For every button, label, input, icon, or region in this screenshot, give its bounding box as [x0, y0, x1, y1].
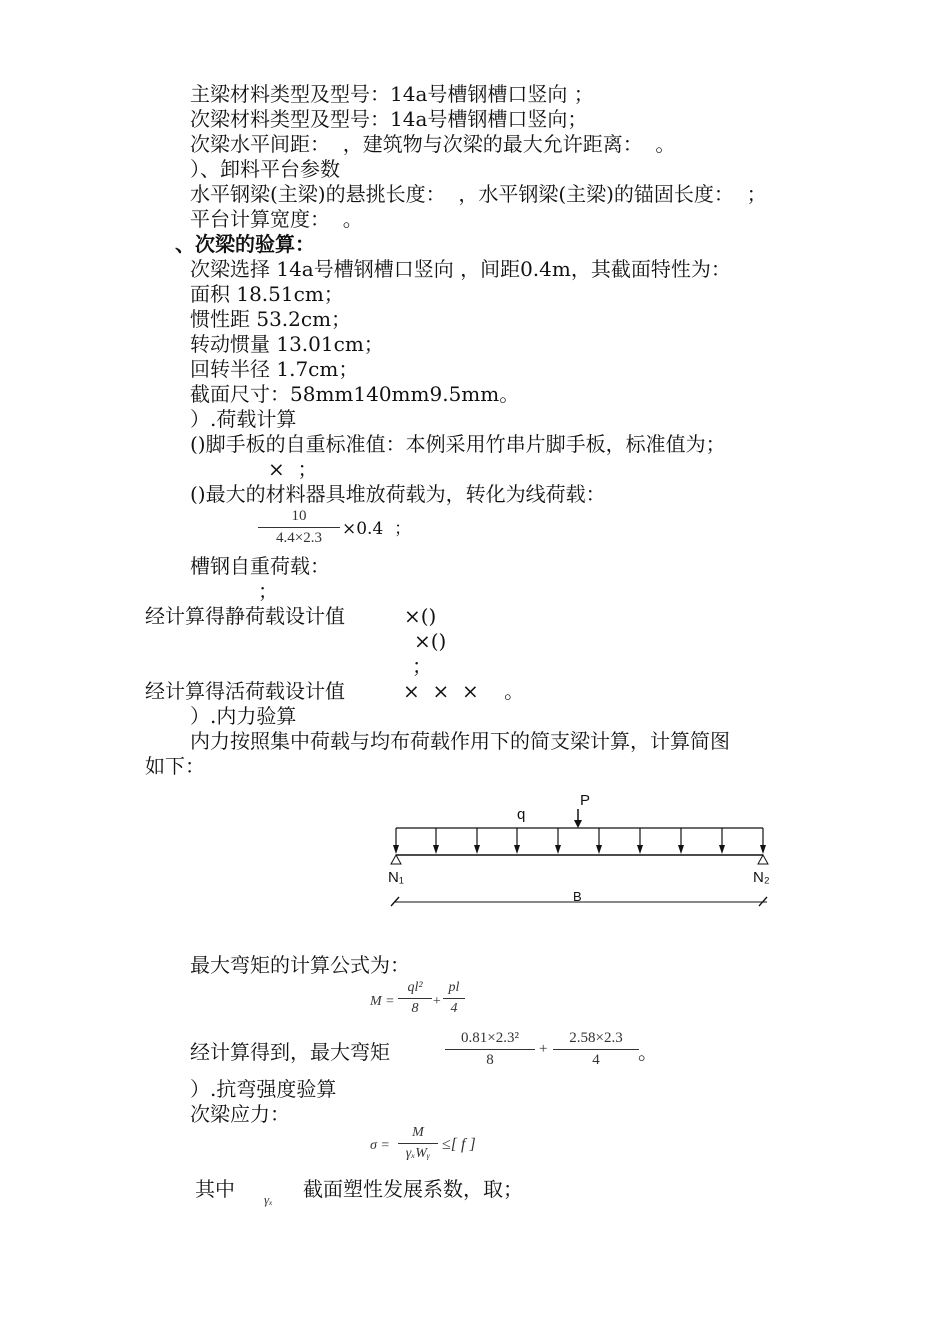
fraction — [398, 980, 432, 1017]
fraction-numerator: 0.81×2.3² — [461, 1030, 519, 1046]
fraction-bar — [258, 527, 340, 528]
fraction-numerator: 2.58×2.3 — [569, 1030, 623, 1046]
text-line: × × × 。 — [403, 679, 525, 703]
text-line: 平台计算宽度： 。 — [190, 207, 363, 231]
text-line: 槽钢自重荷载： — [190, 554, 330, 578]
text-line: ； — [412, 654, 432, 678]
fraction-bar — [398, 1143, 438, 1144]
section-heading: ）、卸料平台参数 — [190, 157, 340, 181]
section-heading: ）.荷载计算 — [190, 407, 297, 431]
distributed-load-arrows — [393, 828, 766, 854]
text-line: 面积 18.51cm； — [190, 282, 344, 306]
formula-lhs: M = — [370, 994, 395, 1009]
load-arrowhead — [678, 845, 684, 854]
load-arrowhead — [555, 845, 561, 854]
text-line: 截面塑性发展系数，取； — [303, 1177, 523, 1201]
text-line: ×0.4 ； — [342, 519, 412, 539]
text-line: 。 — [638, 1040, 658, 1064]
support-left — [391, 855, 401, 864]
section-heading: ）.抗弯强度验算 — [190, 1077, 337, 1101]
fraction-numerator: 10 — [291, 508, 307, 524]
text-line: 最大弯矩的计算公式为： — [190, 953, 410, 977]
text-line: 经计算得活荷载设计值 — [145, 679, 345, 703]
n2-label: N₂ — [753, 869, 770, 886]
fraction-bar — [445, 1049, 535, 1050]
load-arrowhead — [393, 845, 399, 854]
text-line: 次梁材料类型及型号：14a号槽钢槽口竖向； — [190, 107, 588, 131]
text-line: 内力按照集中荷载与均布荷载作用下的简支梁计算，计算简图 — [190, 729, 730, 753]
gamma-symbol: γₓ — [264, 1192, 273, 1207]
fraction-numerator: pl — [448, 980, 460, 995]
text-line: 经计算得静荷载设计值 — [145, 604, 345, 628]
load-arrowhead — [637, 845, 643, 854]
text-line: 次梁选择 14a号槽钢槽口竖向 ，间距0.4m，其截面特性为： — [190, 257, 731, 281]
text-line: 截面尺寸：58mm140mm9.5mm。 — [190, 382, 520, 406]
load-arrowhead — [719, 845, 725, 854]
text-line: 经计算得到，最大弯矩 — [190, 1040, 390, 1064]
text-line: ()脚手板的自重标准值：本例采用竹串片脚手板，标准值为； — [190, 432, 726, 456]
formula-rhs: ≤[ f ] — [442, 1136, 476, 1153]
fraction-numerator: M — [412, 1125, 424, 1140]
load-arrowhead — [596, 845, 602, 854]
text-line: ×() — [414, 629, 447, 653]
text-line: ×() — [404, 604, 437, 628]
fraction-denominator: γₓWᵧ — [405, 1146, 431, 1161]
support-right — [758, 855, 768, 864]
load-arrowhead — [760, 845, 766, 854]
fraction-bar — [553, 1049, 639, 1050]
q-load-label: q — [517, 806, 526, 823]
text-line: ； — [258, 579, 278, 603]
plus-sign: + — [539, 1041, 548, 1057]
fraction-denominator: 8 — [411, 1001, 419, 1016]
beam-diagram — [385, 785, 780, 915]
formula-lhs: σ = — [370, 1138, 390, 1153]
section-heading: 、次梁的验算： — [175, 232, 315, 256]
load-arrowhead — [433, 845, 439, 854]
text-line: 次梁水平间距： ，建筑物与次梁的最大允许距离： 。 — [190, 132, 676, 156]
fraction-bar — [443, 998, 465, 999]
fraction-numerator: ql² — [407, 980, 423, 995]
fraction-denominator: 4.4×2.3 — [276, 530, 322, 546]
fraction — [445, 1030, 535, 1069]
text-line: 主梁材料类型及型号：14a号槽钢槽口竖向 ； — [190, 82, 594, 106]
text-line: 转动惯量 13.01cm； — [190, 332, 384, 356]
fraction — [553, 1030, 639, 1069]
section-heading: ）.内力验算 — [190, 704, 297, 728]
p-load-arrowhead — [574, 820, 582, 828]
text-line: 如下： — [145, 754, 205, 778]
fraction — [443, 980, 465, 1017]
fraction-bar — [398, 998, 432, 999]
n1-label: N₁ — [388, 869, 404, 886]
text-line: 水平钢梁(主梁)的悬挑长度： ，水平钢梁(主梁)的锚固长度： ； — [190, 182, 767, 206]
text-line: 惯性距 53.2cm； — [190, 307, 352, 331]
fraction — [398, 1125, 438, 1162]
load-arrowhead — [514, 845, 520, 854]
fraction-denominator: 4 — [592, 1052, 600, 1068]
fraction-denominator: 8 — [486, 1052, 494, 1068]
text-line: 次梁应力： — [190, 1102, 290, 1126]
b-label: B — [573, 889, 582, 904]
text-line: 其中 — [195, 1177, 235, 1201]
fraction — [258, 508, 340, 547]
load-arrowhead — [474, 845, 480, 854]
text-line: ()最大的材料器具堆放荷载为，转化为线荷载： — [190, 482, 606, 506]
fraction-denominator: 4 — [450, 1001, 458, 1016]
plus-sign: + — [432, 994, 442, 1009]
text-line: 回转半径 1.7cm； — [190, 357, 359, 381]
p-load-label: P — [580, 792, 591, 809]
text-line: × ； — [268, 457, 318, 481]
